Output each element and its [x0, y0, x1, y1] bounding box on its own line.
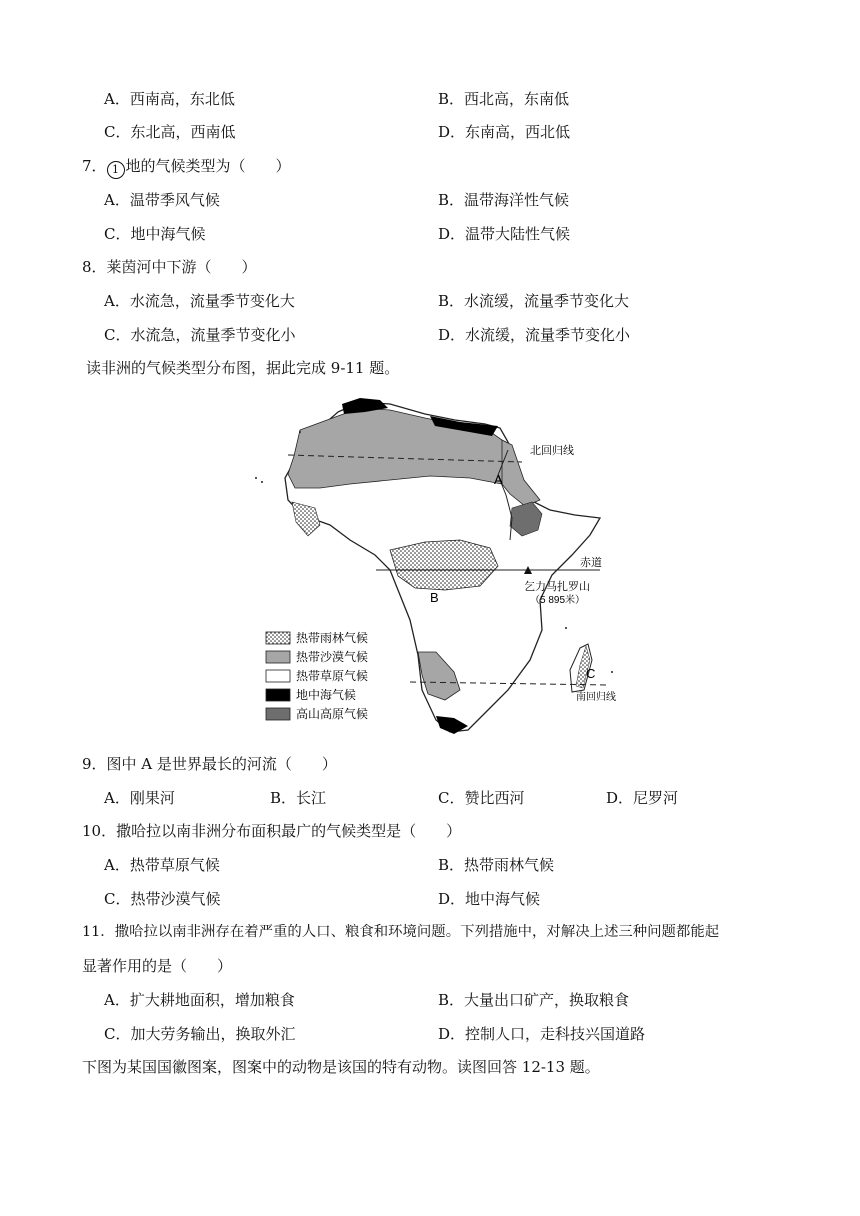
q8-options-row-1 [104, 291, 824, 311]
africa-climate-map [240, 390, 620, 735]
tropic-of-capricorn-label: 南回归线 [576, 692, 616, 703]
q6-option-a[interactable]: A．西南高，东北低 [104, 90, 235, 108]
q10-options-row-1 [104, 855, 824, 875]
q8-options-row-2 [104, 325, 824, 345]
q7-option-d[interactable]: D．温带大陆性气候 [438, 225, 571, 243]
point-c-label: C [586, 666, 596, 681]
q9-options-row [104, 788, 824, 808]
q11-options-row-1 [104, 990, 824, 1010]
legend-label-highland: 高山高原气候 [296, 707, 369, 721]
q11-stem-line-1: 11．撒哈拉以南非洲存在着严重的人口、粮食和环境问题。下列措施中，对解决上述三种问题都能起 [82, 924, 720, 940]
sahara-desert-region [288, 408, 515, 488]
q7-options-row-2 [104, 224, 824, 244]
circled-marker: 1 [107, 161, 125, 179]
tropic-of-cancer-label: 北回归线 [530, 445, 574, 457]
q9-option-d[interactable]: D．尼罗河 [606, 789, 679, 807]
q9-option-a[interactable]: A．刚果河 [104, 789, 175, 807]
q9-stem: 9．图中 A 是世界最长的河流（ ） [82, 755, 337, 773]
q7-stem: 7． 1 地的气候类型为（ ） [82, 156, 291, 179]
q11-option-c[interactable]: C．加大劳务输出，换取外汇 [104, 1025, 296, 1043]
q7-option-a[interactable]: A．温带季风气候 [104, 191, 220, 209]
legend-swatch-rainforest [266, 632, 290, 644]
q8-option-d[interactable]: D．水流缓，流量季节变化小 [438, 326, 631, 344]
q8-option-c[interactable]: C．水流急，流量季节变化小 [104, 326, 296, 344]
q10-option-c[interactable]: C．热带沙漠气候 [104, 890, 221, 908]
q6-option-b[interactable]: B．西北高，东南低 [438, 90, 570, 108]
legend-swatch-mediterranean [266, 689, 290, 701]
legend-swatch-savanna [266, 670, 290, 682]
q7-options-row-1 [104, 190, 824, 210]
intro-9-11: 读非洲的气候类型分布图，据此完成 9-11 题。 [86, 359, 400, 377]
q10-option-a[interactable]: A．热带草原气候 [104, 856, 220, 874]
q6-option-c[interactable]: C．东北高，西南低 [104, 123, 236, 141]
q10-stem: 10．撒哈拉以南非洲分布面积最广的气候类型是（ ） [82, 822, 462, 840]
map-legend [266, 630, 368, 721]
q6-option-d[interactable]: D．东南高，西北低 [438, 123, 571, 141]
q8-option-b[interactable]: B．水流缓，流量季节变化大 [438, 292, 630, 310]
q7-option-b[interactable]: B．温带海洋性气候 [438, 191, 570, 209]
q11-options-row-2 [104, 1024, 824, 1044]
q9-option-b[interactable]: B．长江 [270, 789, 327, 807]
q7-option-c[interactable]: C．地中海气候 [104, 225, 206, 243]
q11-option-b[interactable]: B．大量出口矿产，换取粮食 [438, 991, 630, 1009]
q8-option-a[interactable]: A．水流急，流量季节变化大 [104, 292, 295, 310]
mountain-name-label: 乞力马扎罗山 [524, 581, 590, 593]
q11-option-d[interactable]: D．控制人口，走科技兴国道路 [438, 1025, 646, 1043]
q10-options-row-2 [104, 889, 824, 909]
q6-options-row-1 [104, 89, 824, 109]
legend-label-mediterranean: 地中海气候 [296, 688, 357, 702]
q8-stem: 8．莱茵河中下游（ ） [82, 258, 257, 276]
mountain-height-label: （5 895米） [530, 595, 586, 606]
intro-12-13: 下图为某国国徽图案，图案中的动物是该国的特有动物。读图回答 12-13 题。 [82, 1058, 600, 1076]
equator-label: 赤道 [580, 557, 602, 569]
q11-stem-line-2: 显著作用的是（ ） [82, 957, 233, 975]
legend-label-rainforest: 热带雨林气候 [296, 631, 369, 645]
legend-label-desert: 热带沙漠气候 [296, 650, 369, 664]
q11-option-a[interactable]: A．扩大耕地面积，增加粮食 [104, 991, 295, 1009]
q6-options-row-2 [104, 122, 824, 142]
q10-option-d[interactable]: D．地中海气候 [438, 890, 541, 908]
point-a-label: A [494, 472, 503, 487]
point-b-label: B [430, 590, 439, 605]
q9-option-c[interactable]: C．赞比西河 [438, 789, 525, 807]
legend-label-savanna: 热带草原气候 [296, 669, 369, 683]
legend-swatch-desert [266, 651, 290, 663]
legend-swatch-highland [266, 708, 290, 720]
q10-option-b[interactable]: B．热带雨林气候 [438, 856, 555, 874]
